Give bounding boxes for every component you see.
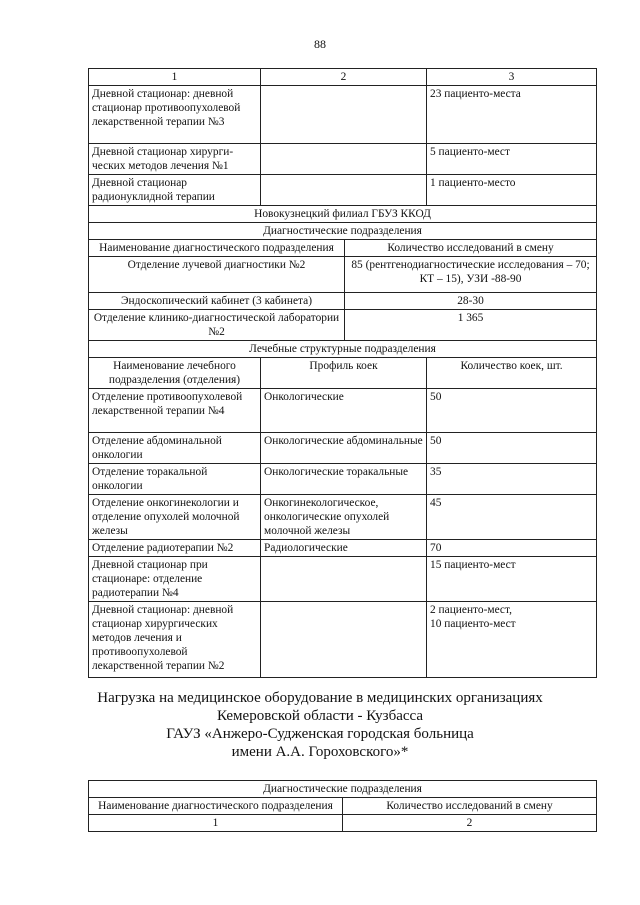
diagnostic-name-cell: Отделение лучевой диагностики №2 [89, 257, 345, 293]
unit-name-cell: Дневной стационар радионуклидной терапии [89, 175, 261, 206]
table-row [89, 557, 597, 602]
diagnostic-count-cell: 85 (рентгенодиагностические исследования – 70; КТ – 15), УЗИ -88-90 [345, 257, 597, 293]
table-row [89, 257, 597, 293]
bed-count-cell: 70 [427, 540, 597, 557]
bed-count-cell: 50 [427, 389, 597, 433]
diagnostic-name-header: Наименование диагностического подразделения [89, 240, 345, 257]
branch-title: Новокузнецкий филиал ГБУЗ ККОД [89, 206, 597, 223]
table-row [89, 293, 597, 310]
unit-name-cell: Отделение онкогинекологии и отделение опухолей молочной железы [89, 495, 261, 540]
table-row [89, 464, 597, 495]
diagnostic-count-cell: 28-30 [345, 293, 597, 310]
table-row [89, 540, 597, 557]
bed-count-cell: 2 пациенто-мест, 10 пациенто-мест [427, 602, 597, 678]
table-row [89, 310, 597, 341]
table-row [89, 389, 597, 433]
diagnostic-section-title: Диагностические подразделения [89, 223, 597, 240]
unit-name-cell: Отделение абдоминальной онкологии [89, 433, 261, 464]
unit-name-cell: Дневной стационар хирурги-ческих методов лечения №1 [89, 144, 261, 175]
diagnostic-name-header: Наименование диагностического подразделения [89, 798, 343, 815]
bed-profile-cell: Онкологические торакальные [261, 464, 427, 495]
diagnostic-count-cell: 1 365 [345, 310, 597, 341]
capacity-cell: 5 пациенто-мест [427, 144, 597, 175]
branch-title-row [89, 206, 597, 223]
unit-name-cell: Дневной стационар при стационаре: отделение радиотерапии №4 [89, 557, 261, 602]
table-row [89, 495, 597, 540]
unit-name-header: Наименование лечебного подразделения (отделения) [89, 358, 261, 389]
bed-profile-cell [261, 557, 427, 602]
unit-name-cell: Отделение торакальной онкологии [89, 464, 261, 495]
heading-line: имени А.А. Гороховского»* [231, 744, 409, 760]
diagnostic-count-header: Количество исследований в смену [343, 798, 597, 815]
column-number: 2 [261, 69, 427, 86]
column-number: 2 [343, 815, 597, 832]
section-title-row [89, 781, 597, 798]
bed-count-cell: 35 [427, 464, 597, 495]
column-number: 3 [427, 69, 597, 86]
treatment-header-row [89, 358, 597, 389]
unit-name-cell: Дневной стационар: дневной стационар хирургических методов лечения и противоопухолевой лекарственной терапии №2 [89, 602, 261, 678]
bed-profile-cell [261, 144, 427, 175]
bed-profile-cell [261, 602, 427, 678]
column-number: 1 [89, 815, 343, 832]
bed-profile-cell [261, 86, 427, 144]
page-number: 88 [314, 37, 326, 51]
column-number: 1 [89, 69, 261, 86]
bed-count-cell: 50 [427, 433, 597, 464]
unit-name-cell: Дневной стационар: дневной стационар противоопухолевой лекарственной терапии №3 [89, 86, 261, 144]
bed-profile-cell: Онкологические [261, 389, 427, 433]
bed-profile-cell: Онкологические абдоминальные [261, 433, 427, 464]
unit-name-cell: Отделение радиотерапии №2 [89, 540, 261, 557]
heading-line: Кемеровской области - Кузбасса [216, 708, 424, 724]
equipment-load-table [88, 68, 597, 678]
diagnostic-count-header: Количество исследований в смену [345, 240, 597, 257]
table-row [89, 86, 597, 144]
bed-profile-header: Профиль коек [261, 358, 427, 389]
diagnostic-name-cell: Отделение клинико-диагностической лаборатории №2 [89, 310, 345, 341]
table-row [89, 144, 597, 175]
bed-profile-cell: Радиологические [261, 540, 427, 557]
diagnostic-header-row [89, 240, 597, 257]
capacity-cell: 1 пациенто-место [427, 175, 597, 206]
bed-profile-cell: Онкогинекологическое, онкологические опухолей молочной железы [261, 495, 427, 540]
section-title-row [89, 341, 597, 358]
bed-profile-cell [261, 175, 427, 206]
capacity-cell: 23 пациенто-места [427, 86, 597, 144]
column-number-row [89, 69, 597, 86]
treatment-section-title: Лечебные структурные подразделения [89, 341, 597, 358]
column-number-row [89, 815, 597, 832]
table-row [89, 433, 597, 464]
diagnostic-name-cell: Эндоскопический кабинет (3 кабинета) [89, 293, 345, 310]
unit-name-cell: Отделение противоопухолевой лекарственной терапии №4 [89, 389, 261, 433]
diagnostic-units-table [88, 780, 597, 832]
bed-count-cell: 45 [427, 495, 597, 540]
diagnostic-header-row [89, 798, 597, 815]
heading-line: ГАУЗ «Анжеро-Судженская городская больница [166, 726, 474, 742]
section-heading [40, 689, 600, 761]
section-title-row [89, 223, 597, 240]
bed-count-header: Количество коек, шт. [427, 358, 597, 389]
table-row [89, 602, 597, 678]
heading-line: Нагрузка на медицинское оборудование в медицинских организациях [97, 690, 543, 706]
bed-count-cell: 15 пациенто-мест [427, 557, 597, 602]
table-row [89, 175, 597, 206]
diagnostic-section-title: Диагностические подразделения [89, 781, 597, 798]
